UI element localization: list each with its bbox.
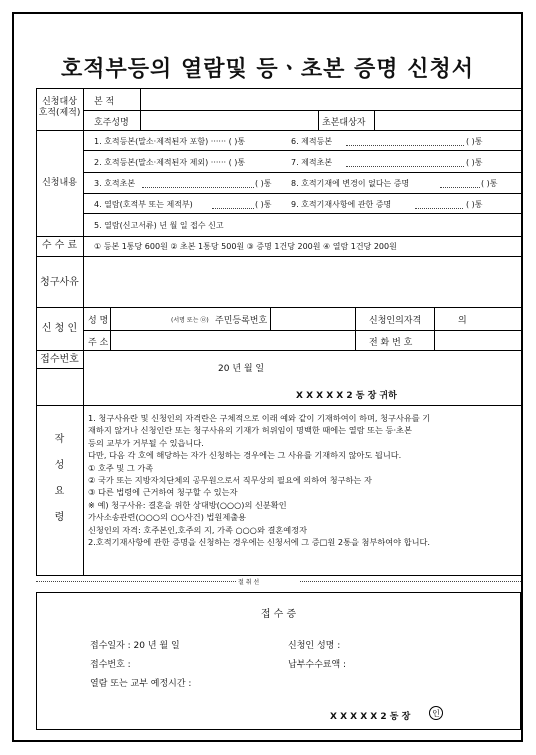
item-8[interactable]: 8. 호적기재에 변경이 없다는 증명 [291,179,410,188]
signature-note: (서명 또는 ㉧) [171,317,209,324]
honjeok-label: 본 적 [94,97,115,107]
receipt-date: 접수일자 : 20 년 월 일 [90,641,180,651]
item-3-count[interactable]: ( )통 [255,179,272,188]
item-7[interactable]: 7. 제적초본 [291,158,333,167]
item-4-count[interactable]: ( )통 [255,200,272,209]
receipt-no-label: 접수번호 [40,354,79,365]
item-1[interactable]: 1. 호적등본(말소·제적된자 포함) ······ ( )통 [94,137,246,146]
receipt-title: 접 수 증 [260,609,297,620]
cut-line: 절 취 선 [238,579,260,586]
head-name-field[interactable] [141,111,317,129]
item-6[interactable]: 6. 제적등본 [291,137,333,146]
reason-field[interactable] [84,257,520,306]
applicant-name-label: 성 명 [88,316,109,326]
applicant-name-field[interactable] [111,308,171,329]
submit-date: 20 년 월 일 [218,364,265,374]
extract-target-label: 초본대상자 [322,118,366,128]
resident-no-field[interactable] [271,308,354,329]
honjeok-field[interactable] [141,89,520,109]
form-title: 호적부등의 열람및 등ㆍ초본 증명 신청서 [61,56,474,82]
item-6-count[interactable]: ( )통 [466,137,483,146]
phone-label: 전 화 번 호 [369,338,413,348]
qualification-field[interactable]: 의 [458,316,467,326]
extract-target-field[interactable] [375,111,520,129]
head-name-label: 호주성명 [94,118,129,128]
qualification-label: 신청인의자격 [369,316,422,326]
item-9-count[interactable]: ( )통 [466,200,483,209]
applicant-label: 신 청 인 [41,323,78,334]
address-label: 주 소 [88,338,109,348]
item-9[interactable]: 9. 호적기재사항에 관한 증명 [291,200,392,209]
receipt-applicant-name: 신청인 성명 : [288,641,341,651]
seal-icon: 인 [429,706,443,720]
item-3[interactable]: 3. 호적초본 [94,179,136,188]
item-5[interactable]: 5. 열람(신고서류) 년 월 일 접수 신고 [94,221,224,230]
fee-text: ① 등본 1통당 600원 ② 초본 1통당 500원 ③ 증명 1건당 200원 ④ 열람 1건당 200원 [94,242,397,251]
receipt-fee-paid: 납부수수료액 : [288,660,347,670]
office-addressee: X X X X X 2 동 장 귀하 [296,391,397,401]
guide-label: 작 성 요 령 [54,434,65,523]
reason-label: 청구사유 [40,277,79,288]
receipt-office: X X X X X 2 동 장 [330,712,411,722]
target-label: 신청대상 호적(제적) [38,97,81,118]
guide-notes: 1. 청구사유란 및 신청인의 자격란은 구체적으로 이래 예와 같이 기재하여이 하며, 청구사유를 기 재하지 않거나 신청인란 또는 청구사유의 기재가 허위임이 명백한 때에는 열람 또는 등·초본 등의 교부가 거부될 수 있읍니다. 다만, 다음 각 호에 해당하는 자가 신청하는 경우에는 그 사유를 기재하지 않아도 됩니다. ① 호주 및 그 가족 ② 국가 또는 지방자치단체의 공무원으로서 직무상의 필요에 의하여 청구하는 자 ③ 다른 법령에 근거하여 청구할 수 있는자 ※ 예) 청구사유: 결혼을 위한 상대방(○○○)의 신분확인 가사소송관련(○○○의 ○○사건) 법원제출용 신청인의 자격: 호주본인,호주의 지, 가족 ○○○와 결혼예정자 2.호적기재사항에 관한 증명을 신청하는 경우에는 신청서에 그 증□원 2통을 첨부하여야 합니다. [88,413,431,548]
resident-no-label: 주민등록번호 [215,316,268,326]
receipt-number: 접수번호 : [90,660,131,670]
receipt-expected-time: 열람 또는 교부 예정시간 : [90,679,192,689]
item-4[interactable]: 4. 열람(호적부 또는 제적부) [94,200,193,209]
phone-field[interactable] [435,331,520,349]
address-field[interactable] [111,331,354,349]
item-2[interactable]: 2. 호적등본(말소·제적된자 제외) ······ ( )통 [94,158,246,167]
item-7-count[interactable]: ( )통 [466,158,483,167]
fee-label: 수 수 료 [41,240,78,251]
item-8-count[interactable]: ( )통 [481,179,498,188]
contents-label: 신청내용 [42,178,77,188]
